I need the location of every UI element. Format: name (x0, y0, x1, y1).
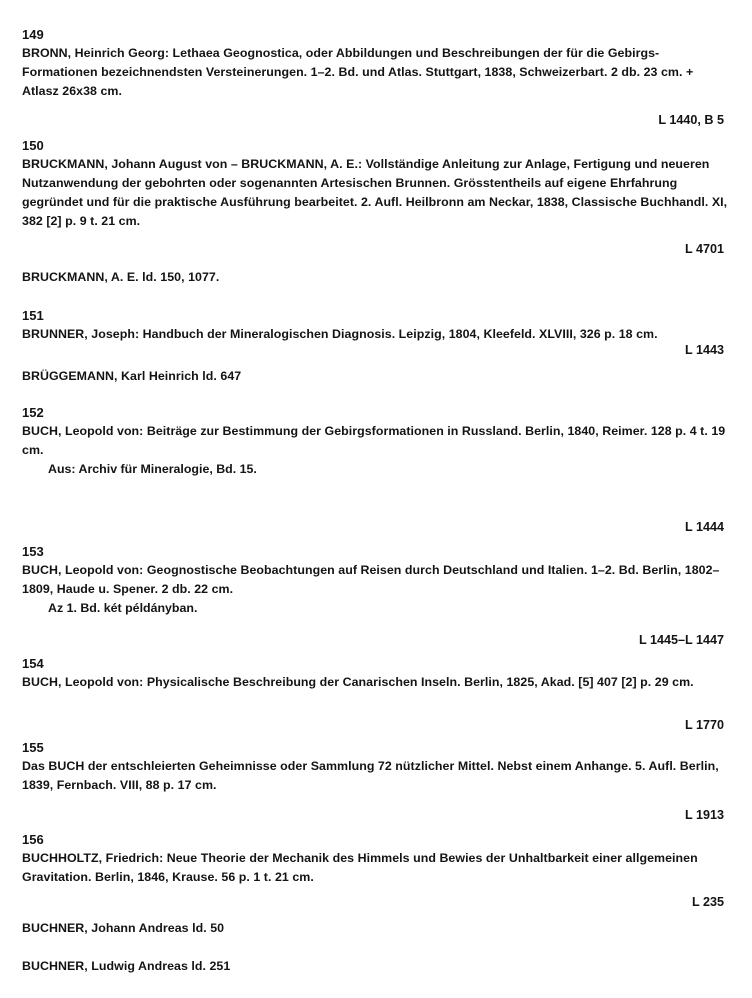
entry-signature: L 4701 (685, 242, 724, 256)
entry-number: 149 (22, 27, 44, 42)
entry-signature: L 1445–L 1447 (639, 633, 724, 647)
entry-text: BUCH, Leopold von: Geognostische Beobachtungen auf Reisen durch Deutschland und Italien. 1–2. Bd. Berlin, 1802–1809, Haude u. Spener. 2 db. 22 cm. (22, 563, 720, 596)
entry-signature: L 1913 (685, 808, 724, 822)
entry-number: 150 (22, 138, 44, 153)
entry-signature: L 1770 (685, 718, 724, 732)
entry-text: BRUNNER, Joseph: Handbuch der Mineralogischen Diagnosis. Leipzig, 1804, Kleefeld. XLVIII, 326 p. 18 cm. (22, 327, 658, 341)
entry-text: Das BUCH der entschleierten Geheimnisse oder Sammlung 72 nützlicher Mittel. Nebst einem Anhange. 5. Aufl. Berlin, 1839, Fernbach. VIII, 88 p. 17 cm. (22, 759, 719, 792)
entry-153 (22, 543, 730, 618)
entry-signature: L 1443 (685, 343, 724, 357)
entry-155 (22, 739, 730, 795)
entry-number: 153 (22, 544, 44, 559)
entry-156 (22, 831, 730, 887)
cross-reference: BUCHNER, Johann Andreas ld. 50 (22, 921, 225, 935)
entry-number: 151 (22, 308, 44, 323)
entry-150 (22, 137, 730, 231)
entry-text: BUCH, Leopold von: Physicalische Beschreibung der Canarischen Inseln. Berlin, 1825, Akad. [5] 407 [2] p. 29 cm. (22, 675, 694, 689)
entry-151 (22, 307, 730, 344)
entry-number: 154 (22, 656, 44, 671)
entry-number: 152 (22, 405, 44, 420)
cross-reference: BRUCKMANN, A. E. ld. 150, 1077. (22, 270, 220, 284)
entry-number: 156 (22, 832, 44, 847)
entry-text: BRONN, Heinrich Georg: Lethaea Geognostica, oder Abbildungen und Beschreibungen der für die Gebirgs-Formationen bezeichnendsten Versteinerungen. 1–2. Bd. und Atlas. Stuttgart, 1838, Schweizerbart. 2 db. 23 cm. + Atlasz 26x38 cm. (22, 46, 694, 98)
cross-reference: BRÜGGEMANN, Karl Heinrich ld. 647 (22, 369, 242, 383)
cross-reference: BUCHNER, Ludwig Andreas ld. 251 (22, 959, 231, 973)
entry-note: Az 1. Bd. két példányban. (48, 601, 198, 615)
entry-149 (22, 26, 730, 101)
entry-text: BUCHHOLTZ, Friedrich: Neue Theorie der Mechanik des Himmels und Bewies der Unhaltbarkeit einer allgemeinen Gravitation. Berlin, 1846, Krause. 56 p. 1 t. 21 cm. (22, 851, 698, 884)
entry-signature: L 1444 (685, 520, 724, 534)
entry-number: 155 (22, 740, 44, 755)
entry-signature: L 235 (692, 895, 724, 909)
entry-note: Aus: Archiv für Mineralogie, Bd. 15. (48, 462, 257, 476)
entry-152 (22, 404, 730, 479)
entry-text: BUCH, Leopold von: Beiträge zur Bestimmung der Gebirgsformationen in Russland. Berlin, 1840, Reimer. 128 p. 4 t. 19 cm. (22, 424, 726, 457)
entry-154 (22, 655, 730, 692)
entry-text: BRUCKMANN, Johann August von – BRUCKMANN, A. E.: Vollständige Anleitung zur Anlage, Fertigung und neueren Nutzanwendung der gebohrten oder sogenannten Artesischen Brunnen. Grösstentheils auf eigene Ehrfahrung gegründet und für die praktische Ausführung bearbeitet. 2. Aufl. Heilbronn am Neckar, 1838, Classische Buchhandl. XI, 382 [2] p. 9 t. 21 cm. (22, 157, 728, 228)
entry-signature: L 1440, B 5 (658, 113, 724, 127)
